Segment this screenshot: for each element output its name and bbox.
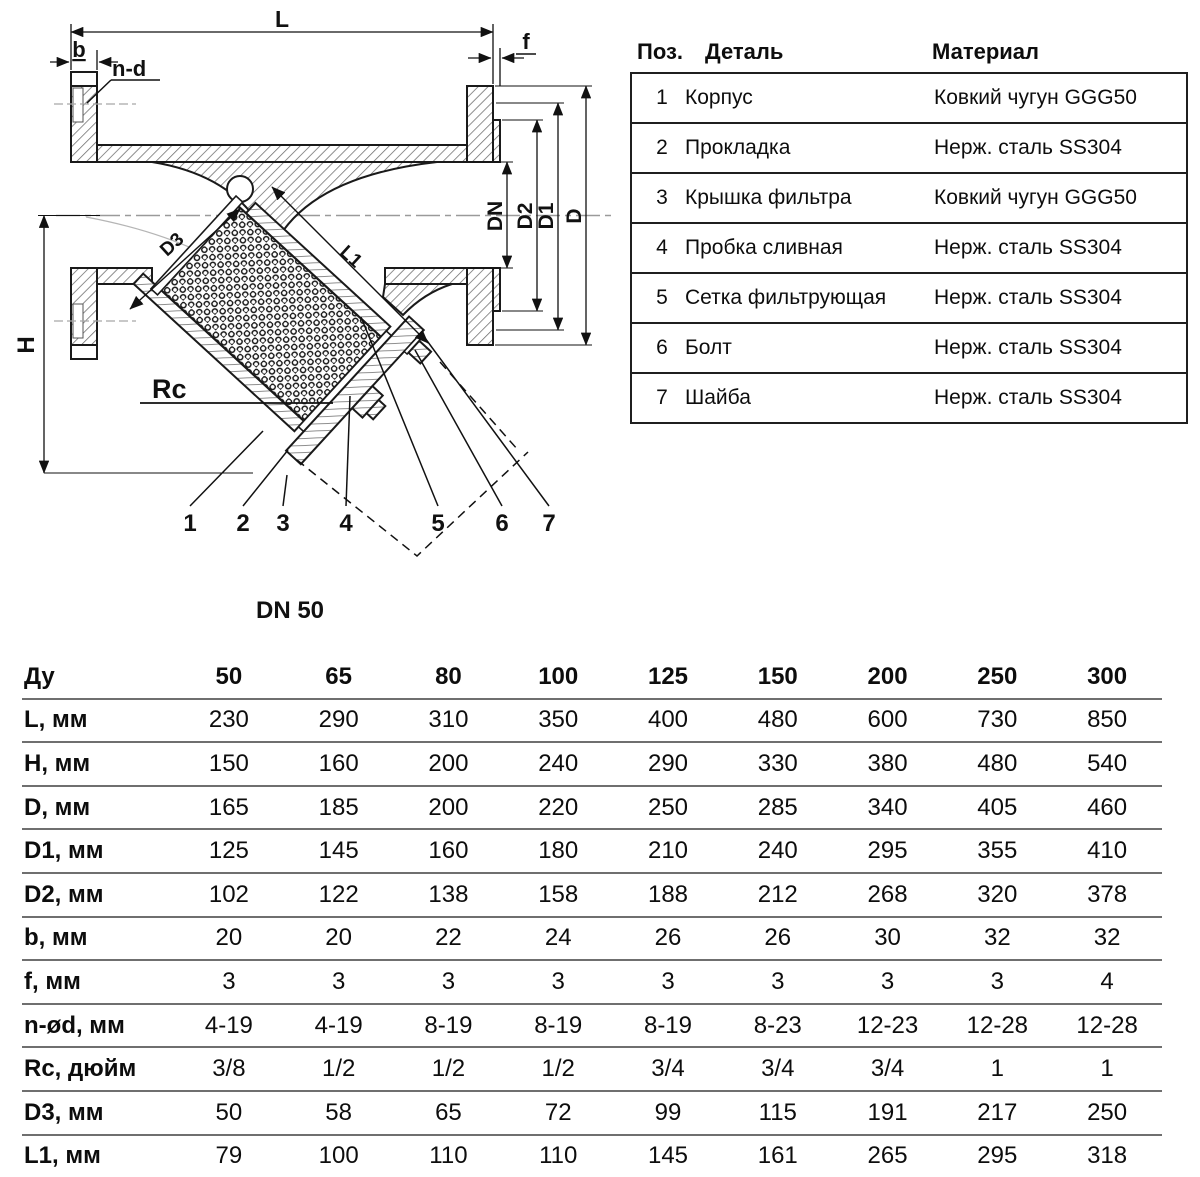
dimension-value: 8-19 bbox=[643, 1011, 693, 1039]
parts-table-row bbox=[632, 372, 1186, 422]
dimension-value: 26 bbox=[654, 924, 682, 952]
part-position: 3 bbox=[656, 186, 668, 209]
dimension-value: 400 bbox=[647, 706, 689, 734]
dn-size-header: 125 bbox=[647, 662, 689, 690]
dimension-value: 72 bbox=[544, 1098, 572, 1126]
dimension-value: 318 bbox=[1087, 1142, 1128, 1170]
part-detail: Крышка фильтра bbox=[685, 186, 852, 209]
parts-table bbox=[630, 40, 1188, 424]
parts-table-row bbox=[632, 222, 1186, 272]
part-detail: Болт bbox=[685, 336, 732, 359]
dimension-value: 250 bbox=[1087, 1098, 1128, 1126]
dimension-value: 145 bbox=[318, 837, 359, 865]
dim-label-Rc: Rc bbox=[152, 374, 187, 404]
part-material: Нерж. сталь SS304 bbox=[934, 236, 1122, 259]
dimension-row-label: D2, мм bbox=[24, 880, 104, 908]
dim-label-nd: n-d bbox=[112, 56, 147, 81]
dimension-value: 378 bbox=[1087, 880, 1128, 908]
parts-table-row bbox=[632, 322, 1186, 372]
dimension-value: 20 bbox=[215, 924, 243, 952]
dimension-value: 1/2 bbox=[431, 1055, 466, 1083]
dimension-value: 730 bbox=[977, 706, 1018, 734]
parts-table-row bbox=[632, 122, 1186, 172]
dim-label-H: H bbox=[13, 336, 40, 354]
part-material: Ковкий чугун GGG50 bbox=[934, 86, 1137, 109]
dimension-value: 22 bbox=[435, 924, 462, 952]
dimension-value: 212 bbox=[757, 880, 798, 908]
dimensions-row bbox=[22, 961, 1162, 1005]
dim-label-L: L bbox=[274, 6, 290, 32]
dimension-value: 150 bbox=[208, 749, 249, 777]
dimension-value: 12-23 bbox=[856, 1011, 919, 1039]
callout-3: 3 bbox=[276, 510, 290, 537]
dimension-value: 3 bbox=[331, 967, 346, 995]
dimension-value: 217 bbox=[977, 1098, 1018, 1126]
dimension-value: 355 bbox=[977, 837, 1018, 865]
part-material: Нерж. сталь SS304 bbox=[934, 286, 1122, 309]
dimension-value: 3/4 bbox=[761, 1055, 795, 1083]
part-position: 6 bbox=[656, 336, 668, 359]
body-hole bbox=[227, 176, 253, 202]
dimension-row-label: f, мм bbox=[24, 967, 81, 995]
callout-4: 4 bbox=[339, 510, 353, 537]
parts-table-row bbox=[632, 172, 1186, 222]
part-material: Нерж. сталь SS304 bbox=[934, 386, 1122, 409]
dimension-value: 405 bbox=[977, 793, 1018, 821]
dim-label-D2: D2 bbox=[514, 202, 537, 230]
dn-size-header: 65 bbox=[325, 662, 352, 690]
dimension-row-label: L, мм bbox=[24, 706, 88, 734]
dimension-value: 158 bbox=[538, 880, 579, 908]
dimension-value: 20 bbox=[325, 924, 352, 952]
dimension-row-label: H, мм bbox=[24, 749, 91, 777]
dimension-value: 410 bbox=[1087, 837, 1128, 865]
dimensions-table bbox=[22, 656, 1162, 1177]
part-detail: Корпус bbox=[685, 86, 753, 109]
callout-5: 5 bbox=[431, 510, 445, 537]
dimensions-row bbox=[22, 1092, 1162, 1136]
dimension-value: 32 bbox=[983, 924, 1011, 952]
dim-label-f: f bbox=[522, 29, 530, 54]
dimension-value: 240 bbox=[757, 837, 798, 865]
dimension-row-label: b, мм bbox=[24, 924, 88, 952]
dimensions-row bbox=[22, 830, 1162, 874]
part-position: 2 bbox=[656, 136, 668, 159]
drawing-caption: DN 50 bbox=[256, 597, 325, 624]
dimension-value: 188 bbox=[647, 880, 689, 908]
dimension-value: 115 bbox=[758, 1098, 797, 1126]
dimension-value: 220 bbox=[538, 793, 579, 821]
dimension-value: 24 bbox=[544, 924, 572, 952]
dimension-value: 58 bbox=[325, 1098, 352, 1126]
dimension-value: 1 bbox=[1100, 1055, 1114, 1083]
dimensions-row bbox=[22, 1136, 1162, 1177]
dimension-value: 165 bbox=[208, 793, 249, 821]
parts-header-pos: Поз. bbox=[637, 39, 684, 64]
dimension-value: 230 bbox=[208, 706, 249, 734]
dimension-value: 8-19 bbox=[424, 1011, 473, 1039]
dimension-value: 210 bbox=[647, 837, 689, 865]
dimension-row-label: n-ød, мм bbox=[24, 1011, 125, 1039]
dimension-value: 3/4 bbox=[651, 1055, 685, 1083]
dimensions-row bbox=[22, 787, 1162, 831]
dimension-value: 110 bbox=[539, 1142, 578, 1170]
dim-label-D: D bbox=[563, 208, 586, 224]
dim-label-L1: L1 bbox=[335, 241, 366, 273]
dimension-value: 160 bbox=[318, 749, 359, 777]
part-position: 7 bbox=[656, 386, 668, 409]
dimension-value: 340 bbox=[867, 793, 908, 821]
dimension-row-label: L1, мм bbox=[24, 1142, 101, 1170]
parts-table-body bbox=[630, 72, 1188, 424]
dimension-value: 295 bbox=[867, 837, 908, 865]
callout-7: 7 bbox=[542, 510, 556, 537]
dimension-value: 102 bbox=[208, 880, 249, 908]
dimensions-row bbox=[22, 874, 1162, 918]
dimension-value: 460 bbox=[1087, 793, 1128, 821]
dimension-value: 4 bbox=[1100, 967, 1114, 995]
dimension-value: 3 bbox=[771, 967, 785, 995]
dimension-value: 125 bbox=[208, 837, 249, 865]
dn-size-header: 100 bbox=[538, 662, 579, 690]
dimension-value: 200 bbox=[428, 793, 469, 821]
dimensions-row bbox=[22, 743, 1162, 787]
dimension-value: 160 bbox=[428, 837, 469, 865]
dimension-value: 480 bbox=[757, 706, 798, 734]
dim-label-D3: D3 bbox=[156, 228, 189, 261]
dimension-value: 4-19 bbox=[314, 1011, 363, 1039]
dimension-value: 8-23 bbox=[753, 1011, 802, 1039]
dimension-value: 99 bbox=[654, 1098, 682, 1126]
dimension-value: 265 bbox=[867, 1142, 908, 1170]
dimension-value: 540 bbox=[1087, 749, 1128, 777]
dimension-value: 310 bbox=[428, 706, 469, 734]
dimension-value: 100 bbox=[318, 1142, 359, 1170]
dimension-value: 1/2 bbox=[541, 1055, 575, 1083]
dimension-value: 290 bbox=[318, 706, 359, 734]
dim-label-DN: DN bbox=[484, 200, 507, 232]
dimension-row-label: D1, мм bbox=[24, 837, 104, 865]
part-position: 1 bbox=[656, 86, 668, 109]
dimension-value: 320 bbox=[977, 880, 1018, 908]
dim-label-D1: D1 bbox=[535, 202, 558, 230]
dimension-value: 191 bbox=[867, 1098, 908, 1126]
dimension-value: 145 bbox=[647, 1142, 689, 1170]
dn-size-header: 80 bbox=[435, 662, 462, 690]
dimension-value: 180 bbox=[538, 837, 579, 865]
dimension-value: 295 bbox=[977, 1142, 1018, 1170]
dimension-value: 138 bbox=[428, 880, 469, 908]
dimension-value: 285 bbox=[757, 793, 798, 821]
dimension-value: 350 bbox=[538, 706, 579, 734]
dimension-value: 8-19 bbox=[534, 1011, 583, 1039]
dn-size-header: 150 bbox=[757, 662, 798, 690]
dimension-value: 50 bbox=[215, 1098, 243, 1126]
dimension-value: 600 bbox=[867, 706, 908, 734]
dimension-row-label: Rc, дюйм bbox=[24, 1055, 137, 1083]
dn-size-header: 250 bbox=[977, 662, 1018, 690]
dimension-value: 850 bbox=[1087, 706, 1128, 734]
dimensions-corner-label: Ду bbox=[24, 662, 55, 690]
dim-label-b: b bbox=[72, 37, 86, 62]
parts-table-row bbox=[632, 272, 1186, 322]
part-material: Нерж. сталь SS304 bbox=[934, 336, 1122, 359]
part-detail: Шайба bbox=[685, 386, 751, 409]
dimension-value: 79 bbox=[215, 1142, 243, 1170]
dn-size-header: 50 bbox=[215, 662, 243, 690]
dimension-value: 3 bbox=[222, 967, 236, 995]
dimension-value: 185 bbox=[318, 793, 359, 821]
dimension-row-label: D, мм bbox=[24, 793, 91, 821]
part-material: Ковкий чугун GGG50 bbox=[934, 186, 1137, 209]
dn-size-header: 200 bbox=[867, 662, 908, 690]
part-detail: Пробка сливная bbox=[685, 236, 843, 259]
dimension-value: 3/4 bbox=[870, 1055, 905, 1083]
dimension-value: 110 bbox=[429, 1142, 468, 1170]
dimension-value: 1/2 bbox=[321, 1055, 356, 1083]
dimension-value: 12-28 bbox=[966, 1011, 1029, 1039]
callout-2: 2 bbox=[236, 510, 250, 537]
dimension-value: 3 bbox=[551, 967, 565, 995]
dimension-value: 32 bbox=[1093, 924, 1121, 952]
parts-table-row bbox=[632, 74, 1186, 122]
parts-table-header bbox=[630, 40, 1188, 64]
parts-header-detail: Деталь bbox=[705, 39, 784, 64]
dimensions-header-row bbox=[22, 656, 1162, 700]
part-position: 5 bbox=[656, 286, 668, 309]
dimension-value: 330 bbox=[757, 749, 798, 777]
dimension-value: 161 bbox=[757, 1142, 798, 1170]
dimension-row-label: D3, мм bbox=[24, 1098, 104, 1126]
dimension-value: 380 bbox=[867, 749, 908, 777]
part-detail: Сетка фильтрующая bbox=[685, 286, 887, 309]
dimensions-row bbox=[22, 1048, 1162, 1092]
dimension-value: 480 bbox=[977, 749, 1018, 777]
dimensions-row bbox=[22, 918, 1162, 962]
dimension-value: 3/8 bbox=[212, 1055, 246, 1083]
dn-size-header: 300 bbox=[1087, 662, 1128, 690]
dimension-value: 290 bbox=[647, 749, 689, 777]
dimension-value: 268 bbox=[867, 880, 908, 908]
dimension-value: 65 bbox=[435, 1098, 462, 1126]
part-material: Нерж. сталь SS304 bbox=[934, 136, 1122, 159]
dimension-value: 30 bbox=[874, 924, 901, 952]
dimension-value: 250 bbox=[647, 793, 689, 821]
part-position: 4 bbox=[656, 236, 668, 259]
strainer-technical-drawing bbox=[0, 0, 630, 650]
dimension-value: 1 bbox=[990, 1055, 1004, 1083]
dimension-value: 240 bbox=[538, 749, 579, 777]
dimension-value: 12-28 bbox=[1076, 1011, 1138, 1039]
callout-1: 1 bbox=[183, 510, 197, 537]
dimension-value: 3 bbox=[990, 967, 1004, 995]
dimension-value: 26 bbox=[764, 924, 792, 952]
callout-6: 6 bbox=[495, 510, 509, 537]
dimension-value: 3 bbox=[441, 967, 456, 995]
parts-header-material: Материал bbox=[932, 39, 1040, 64]
dimension-value: 200 bbox=[428, 749, 469, 777]
dimensions-row bbox=[22, 700, 1162, 744]
dimension-value: 4-19 bbox=[204, 1011, 253, 1039]
dimension-value: 3 bbox=[880, 967, 895, 995]
dimension-value: 122 bbox=[318, 880, 359, 908]
dimension-value: 3 bbox=[661, 967, 675, 995]
part-detail: Прокладка bbox=[685, 136, 791, 159]
dimensions-row bbox=[22, 1005, 1162, 1049]
